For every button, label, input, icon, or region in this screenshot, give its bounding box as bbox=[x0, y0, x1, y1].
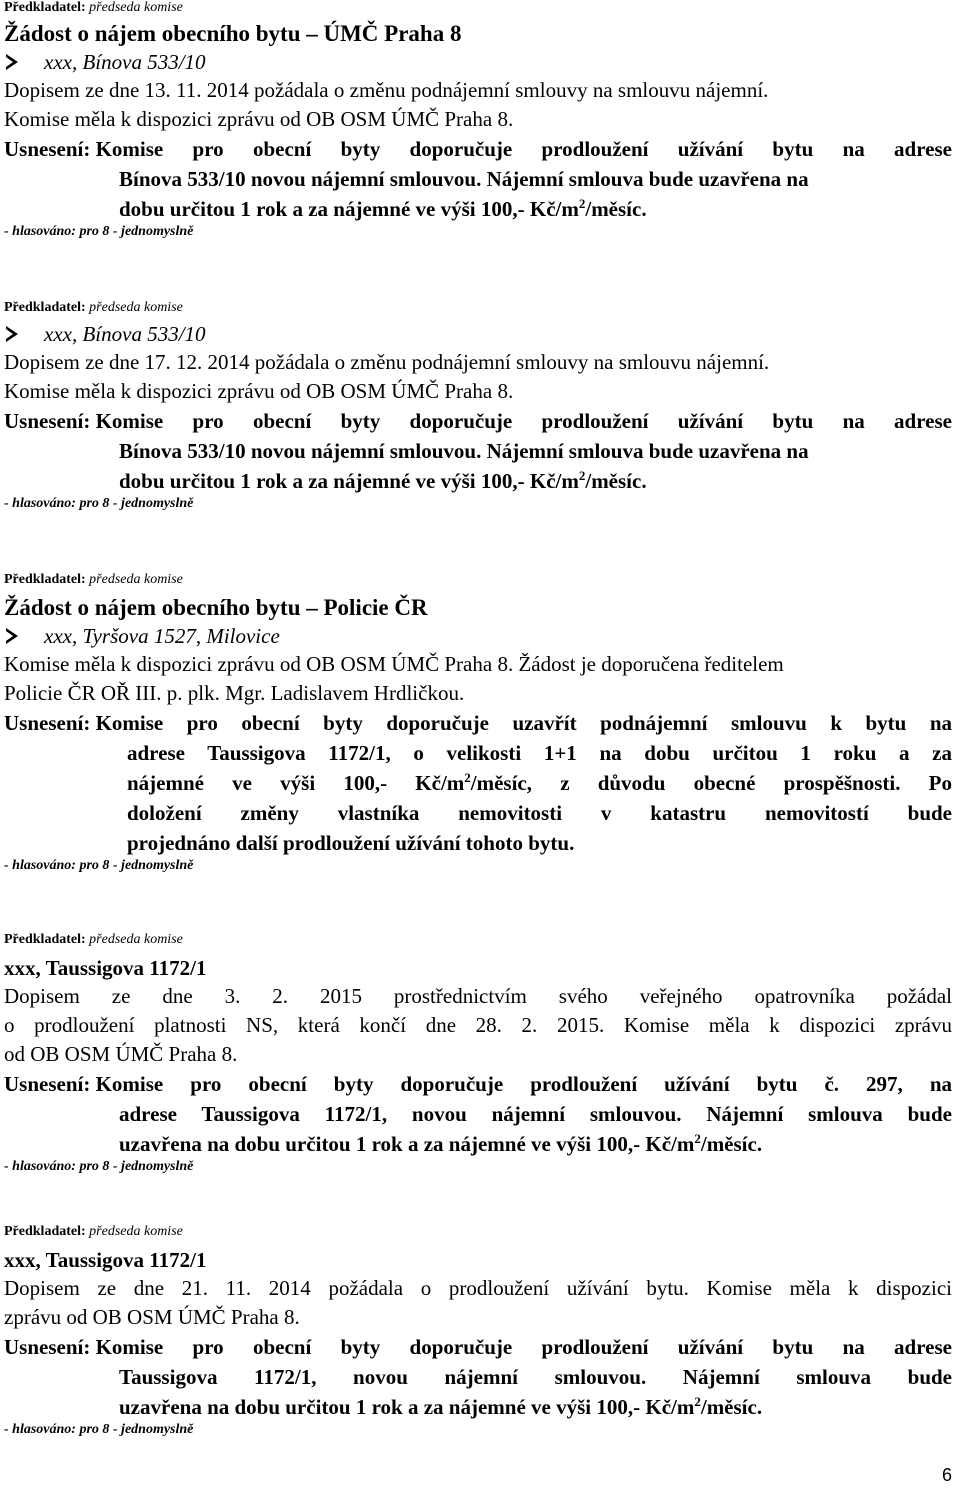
applicant-bullet bbox=[6, 320, 952, 348]
request-paragraph bbox=[4, 982, 952, 1069]
section-2 bbox=[4, 300, 952, 512]
request-paragraph bbox=[4, 76, 952, 134]
resolution-first-line: Komise pro obecní byty doporučuje prodloužení užívání bytu na adrese bbox=[95, 409, 952, 433]
resolution-label: Usnesení: bbox=[4, 711, 91, 735]
vote-result: - hlasováno: pro 8 - jednomyslně bbox=[4, 224, 194, 239]
res-line: dobu určitou 1 rok a za nájemné ve výši 100,- $Kč/m^2$/měsíc. bbox=[119, 196, 647, 221]
para-line: Dopisem ze dne 17. 12. 2014 požádala o změnu podnájemní smlouvy na smlouvu nájemní. bbox=[4, 350, 770, 374]
para-line: od OB OSM ÚMČ Praha 8. bbox=[4, 1042, 238, 1066]
resolution bbox=[4, 708, 952, 738]
resolution-body bbox=[4, 1099, 952, 1159]
applicant-name: xxx, Bínova 533/10 bbox=[44, 322, 206, 346]
res-line: adrese Taussigova 1172/1, o velikosti 1+1 na dobu určitou 1 roku a za bbox=[127, 741, 952, 765]
vote-result: - hlasováno: pro 8 - jednomyslně bbox=[4, 496, 194, 511]
resolution bbox=[4, 134, 952, 164]
proposer-label: Předkladatel: bbox=[4, 0, 86, 15]
res-line: uzavřena na dobu určitou 1 rok a za nájemné ve výši 100,- $Kč/m^2$/měsíc. bbox=[119, 1131, 763, 1156]
section-4 bbox=[4, 932, 952, 1175]
applicant-name: xxx, Taussigova 1172/1 bbox=[4, 1248, 207, 1272]
vote-result: - hlasováno: pro 8 - jednomyslně bbox=[4, 858, 194, 873]
applicant-name: xxx, Taussigova 1172/1 bbox=[4, 956, 207, 980]
page-number: 6 bbox=[941, 1465, 952, 1485]
resolution-label: Usnesení: bbox=[4, 137, 91, 161]
resolution-label: Usnesení: bbox=[4, 1335, 91, 1359]
section-heading: Žádost o nájem obecního bytu – Policie ČR bbox=[4, 595, 428, 620]
vote-result: - hlasováno: pro 8 - jednomyslně bbox=[4, 1159, 194, 1174]
vote-result: - hlasováno: pro 8 - jednomyslně bbox=[4, 1422, 194, 1437]
para-line: zprávu od OB OSM ÚMČ Praha 8. bbox=[4, 1305, 300, 1329]
proposer-line: Předkladatel: předseda komise bbox=[4, 1224, 183, 1239]
resolution-body bbox=[4, 738, 952, 858]
proposer-line: Předkladatel: předseda komise bbox=[4, 572, 183, 587]
arrow-bullet-icon bbox=[6, 628, 18, 644]
res-line: nájemné ve výši 100,- $Kč/m^2$/měsíc, z důvodu obecné prospěšnosti. Po bbox=[127, 770, 952, 795]
resolution bbox=[4, 1332, 952, 1362]
resolution-first-line: Komise pro obecní byty doporučuje prodloužení užívání bytu na adrese bbox=[95, 1335, 952, 1359]
resolution-body bbox=[4, 164, 952, 224]
section-3 bbox=[4, 572, 952, 874]
para-line: Dopisem ze dne 21. 11. 2014 požádala o prodloužení užívání bytu. Komise měla k dispozici bbox=[4, 1276, 952, 1300]
applicant-name: xxx, Bínova 533/10 bbox=[44, 50, 206, 74]
section-5 bbox=[4, 1224, 952, 1438]
section-heading: Žádost o nájem obecního bytu – ÚMČ Praha 8 bbox=[4, 21, 462, 46]
res-line: adrese Taussigova 1172/1, novou nájemní smlouvou. Nájemní smlouva bude bbox=[119, 1102, 952, 1126]
para-line: Komise měla k dispozici zprávu od OB OSM ÚMČ Praha 8. bbox=[4, 379, 514, 403]
proposer-line bbox=[4, 0, 952, 16]
applicant-bullet bbox=[6, 622, 952, 650]
para-line: Dopisem ze dne 3. 2. 2015 prostřednictvím svého veřejného opatrovníka požádal bbox=[4, 984, 952, 1008]
applicant-name: xxx, Tyršova 1527, Milovice bbox=[44, 624, 280, 648]
res-line: uzavřena na dobu určitou 1 rok a za nájemné ve výši 100,- $Kč/m^2$/měsíc. bbox=[119, 1394, 763, 1419]
proposer-value: předseda komise bbox=[89, 0, 183, 15]
para-line: Policie ČR OŘ III. p. plk. Mgr. Ladislavem Hrdličkou. bbox=[4, 681, 465, 705]
proposer-line: Předkladatel: předseda komise bbox=[4, 300, 183, 315]
request-paragraph bbox=[4, 348, 952, 406]
res-line: projednáno další prodloužení užívání tohoto bytu. bbox=[127, 831, 575, 855]
res-line: dobu určitou 1 rok a za nájemné ve výši 100,- $Kč/m^2$/měsíc. bbox=[119, 468, 647, 493]
para-line: Komise měla k dispozici zprávu od OB OSM ÚMČ Praha 8. bbox=[4, 107, 514, 131]
superscript: 2 bbox=[578, 468, 586, 483]
arrow-bullet-icon bbox=[6, 54, 18, 70]
para-line: Komise měla k dispozici zprávu od OB OSM ÚMČ Praha 8. Žádost je doporučena ředitelem bbox=[4, 652, 784, 676]
res-line: doložení změny vlastníka nemovitosti v katastru nemovitostí bude bbox=[127, 801, 952, 825]
para-line: o prodloužení platnosti NS, která končí dne 28. 2. 2015. Komise měla k dispozici zprávu bbox=[4, 1013, 952, 1037]
request-paragraph bbox=[4, 1274, 952, 1332]
arrow-bullet-icon bbox=[6, 326, 18, 342]
resolution bbox=[4, 1069, 952, 1099]
superscript: 2 bbox=[464, 770, 471, 785]
proposer-line: Předkladatel: předseda komise bbox=[4, 932, 183, 947]
resolution bbox=[4, 406, 952, 436]
superscript: 2 bbox=[694, 1131, 701, 1146]
resolution-label: Usnesení: bbox=[4, 1072, 91, 1096]
resolution-first-line: Komise pro obecní byty doporučuje prodloužení užívání bytu č. 297, na bbox=[95, 1072, 952, 1096]
resolution-first-line: Komise pro obecní byty doporučuje prodloužení užívání bytu na adrese bbox=[95, 137, 952, 161]
section-1 bbox=[4, 0, 952, 240]
superscript: 2 bbox=[694, 1394, 701, 1409]
res-line: Taussigova 1172/1, novou nájemní smlouvou. Nájemní smlouva bude bbox=[119, 1365, 952, 1389]
superscript: 2 bbox=[578, 196, 586, 211]
res-line: Bínova 533/10 novou nájemní smlouvou. Nájemní smlouva bude uzavřena na bbox=[119, 439, 809, 463]
res-line: Bínova 533/10 novou nájemní smlouvou. Nájemní smlouva bude uzavřena na bbox=[119, 167, 809, 191]
para-line: Dopisem ze dne 13. 11. 2014 požádala o změnu podnájemní smlouvy na smlouvu nájemní. bbox=[4, 78, 769, 102]
resolution-label: Usnesení: bbox=[4, 409, 91, 433]
resolution-body bbox=[4, 1362, 952, 1422]
applicant-bullet bbox=[6, 48, 952, 76]
request-paragraph bbox=[4, 650, 952, 708]
resolution-body bbox=[4, 436, 952, 496]
resolution-first-line: Komise pro obecní byty doporučuje uzavřít podnájemní smlouvu k bytu na bbox=[95, 711, 952, 735]
